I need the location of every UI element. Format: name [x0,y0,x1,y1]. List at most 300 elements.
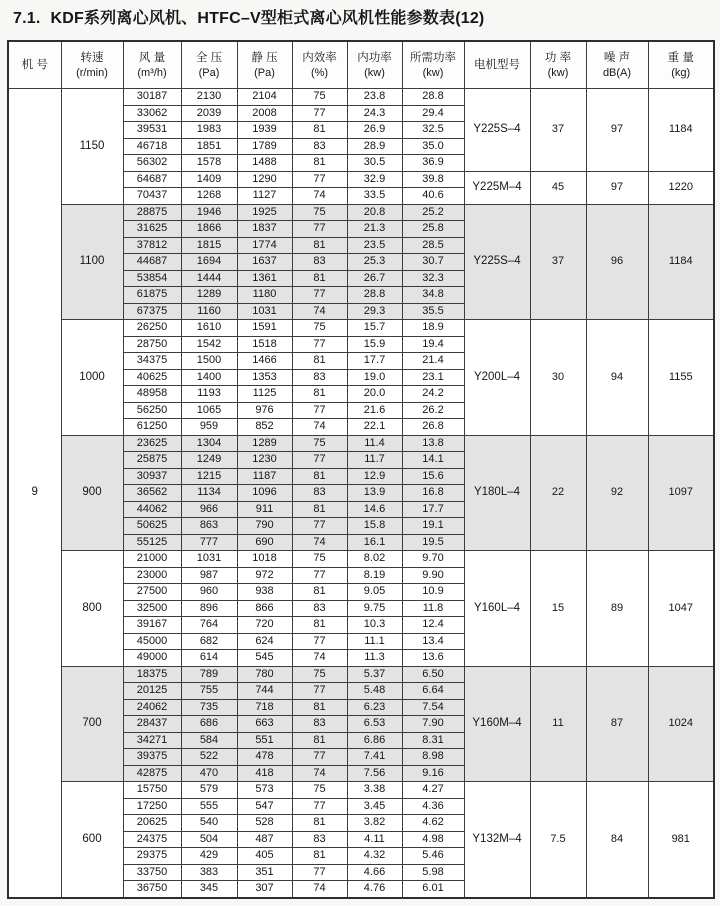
cell-total-pressure: 1134 [181,485,237,502]
cell-airflow: 26250 [123,320,181,337]
cell-internal-power: 6.86 [347,732,402,749]
cell-required-power: 10.9 [402,584,464,601]
table-row [8,551,714,568]
cell-required-power: 36.9 [402,155,464,172]
cell-internal-power: 32.9 [347,171,402,188]
cell-required-power: 7.90 [402,716,464,733]
cell-required-power: 5.46 [402,848,464,865]
cell-total-pressure: 735 [181,699,237,716]
cell-weight: 1155 [648,320,714,436]
cell-internal-power: 7.41 [347,749,402,766]
cell-airflow: 55125 [123,534,181,551]
cell-airflow: 25875 [123,452,181,469]
cell-internal-power: 8.19 [347,567,402,584]
header-label: 噪 声 [603,51,631,64]
cell-required-power: 39.8 [402,171,464,188]
cell-static-pressure: 487 [237,831,292,848]
cell-speed: 600 [61,782,123,898]
cell-internal-power: 6.53 [347,716,402,733]
cell-efficiency: 77 [292,105,347,122]
cell-airflow: 24375 [123,831,181,848]
cell-total-pressure: 429 [181,848,237,865]
cell-airflow: 36750 [123,881,181,898]
cell-efficiency: 83 [292,600,347,617]
cell-efficiency: 77 [292,171,347,188]
cell-efficiency: 81 [292,237,347,254]
cell-motor-power: 30 [530,320,586,436]
cell-static-pressure: 911 [237,501,292,518]
cell-internal-power: 20.8 [347,204,402,221]
cell-total-pressure: 1946 [181,204,237,221]
cell-static-pressure: 1466 [237,353,292,370]
cell-required-power: 26.2 [402,402,464,419]
cell-required-power: 6.50 [402,666,464,683]
header-unit: (Pa) [198,66,220,79]
cell-required-power: 17.7 [402,501,464,518]
cell-total-pressure: 966 [181,501,237,518]
cell-static-pressure: 938 [237,584,292,601]
cell-airflow: 30187 [123,89,181,106]
cell-total-pressure: 682 [181,633,237,650]
cell-weight: 981 [648,782,714,898]
table-row [8,782,714,799]
cell-static-pressure: 1591 [237,320,292,337]
header-unit: (kg) [671,66,691,79]
cell-static-pressure: 663 [237,716,292,733]
cell-airflow: 31625 [123,221,181,238]
cell-required-power: 6.64 [402,683,464,700]
cell-efficiency: 74 [292,650,347,667]
cell-static-pressure: 1125 [237,386,292,403]
cell-required-power: 29.4 [402,105,464,122]
cell-noise: 87 [586,666,648,782]
table-row [8,89,714,106]
cell-internal-power: 5.37 [347,666,402,683]
cell-efficiency: 75 [292,320,347,337]
header-unit: (r/min) [76,66,108,79]
cell-airflow: 56302 [123,155,181,172]
cell-total-pressure: 959 [181,419,237,436]
cell-required-power: 4.98 [402,831,464,848]
cell-required-power: 24.2 [402,386,464,403]
cell-efficiency: 83 [292,369,347,386]
cell-internal-power: 21.3 [347,221,402,238]
cell-internal-power: 4.32 [347,848,402,865]
cell-efficiency: 74 [292,419,347,436]
cell-static-pressure: 780 [237,666,292,683]
cell-required-power: 21.4 [402,353,464,370]
cell-total-pressure: 2130 [181,89,237,106]
cell-static-pressure: 624 [237,633,292,650]
cell-efficiency: 83 [292,831,347,848]
cell-static-pressure: 1361 [237,270,292,287]
cell-machine-no: 9 [8,89,61,898]
cell-required-power: 13.6 [402,650,464,667]
header-unit: (Pa) [254,66,275,79]
cell-internal-power: 6.23 [347,699,402,716]
cell-internal-power: 29.3 [347,303,402,320]
cell-internal-power: 26.9 [347,122,402,139]
cell-airflow: 27500 [123,584,181,601]
header-cell-noise [586,41,648,89]
cell-weight: 1184 [648,204,714,320]
cell-efficiency: 81 [292,501,347,518]
cell-airflow: 18375 [123,666,181,683]
table-row [8,666,714,683]
cell-total-pressure: 1500 [181,353,237,370]
cell-weight: 1220 [648,171,714,204]
cell-static-pressure: 866 [237,600,292,617]
cell-motor-model: Y132M–4 [464,782,530,898]
cell-airflow: 61250 [123,419,181,436]
cell-efficiency: 81 [292,122,347,139]
cell-total-pressure: 1542 [181,336,237,353]
cell-efficiency: 77 [292,221,347,238]
cell-noise: 97 [586,171,648,204]
cell-weight: 1047 [648,551,714,667]
cell-airflow: 32500 [123,600,181,617]
header-label: 功 率 [544,51,572,64]
cell-required-power: 28.5 [402,237,464,254]
cell-airflow: 28437 [123,716,181,733]
cell-efficiency: 74 [292,188,347,205]
cell-static-pressure: 1127 [237,188,292,205]
cell-airflow: 45000 [123,633,181,650]
cell-motor-model: Y200L–4 [464,320,530,436]
cell-static-pressure: 1289 [237,435,292,452]
cell-airflow: 64687 [123,171,181,188]
cell-airflow: 23000 [123,567,181,584]
cell-efficiency: 77 [292,402,347,419]
cell-motor-power: 37 [530,89,586,172]
cell-static-pressure: 1518 [237,336,292,353]
cell-static-pressure: 1789 [237,138,292,155]
cell-motor-model: Y160L–4 [464,551,530,667]
cell-required-power: 18.9 [402,320,464,337]
cell-airflow: 50625 [123,518,181,535]
cell-total-pressure: 345 [181,881,237,898]
cell-static-pressure: 2008 [237,105,292,122]
cell-static-pressure: 790 [237,518,292,535]
cell-static-pressure: 1939 [237,122,292,139]
cell-efficiency: 75 [292,204,347,221]
cell-static-pressure: 1018 [237,551,292,568]
cell-total-pressure: 1304 [181,435,237,452]
cell-airflow: 39375 [123,749,181,766]
page-title [0,0,720,29]
cell-airflow: 20625 [123,815,181,832]
cell-required-power: 8.98 [402,749,464,766]
cell-airflow: 44062 [123,501,181,518]
cell-required-power: 23.1 [402,369,464,386]
cell-static-pressure: 718 [237,699,292,716]
cell-speed: 1150 [61,89,123,205]
cell-airflow: 33750 [123,864,181,881]
cell-airflow: 44687 [123,254,181,271]
header-unit: (kw) [547,66,569,79]
cell-required-power: 40.6 [402,188,464,205]
cell-required-power: 13.8 [402,435,464,452]
header-label: 所需功率 [410,51,456,64]
cell-internal-power: 28.9 [347,138,402,155]
cell-static-pressure: 1353 [237,369,292,386]
cell-internal-power: 11.1 [347,633,402,650]
cell-required-power: 30.7 [402,254,464,271]
cell-airflow: 48958 [123,386,181,403]
cell-required-power: 4.36 [402,798,464,815]
cell-airflow: 39167 [123,617,181,634]
cell-total-pressure: 1694 [181,254,237,271]
cell-static-pressure: 351 [237,864,292,881]
cell-required-power: 4.62 [402,815,464,832]
cell-static-pressure: 405 [237,848,292,865]
cell-internal-power: 8.02 [347,551,402,568]
cell-static-pressure: 1488 [237,155,292,172]
header-label: 静 压 [251,51,278,64]
header-cell-internal-power [347,41,402,89]
cell-total-pressure: 504 [181,831,237,848]
cell-static-pressure: 545 [237,650,292,667]
header-cell-total-pressure [181,41,237,89]
cell-internal-power: 15.8 [347,518,402,535]
cell-airflow: 53854 [123,270,181,287]
cell-internal-power: 19.0 [347,369,402,386]
cell-required-power: 32.5 [402,122,464,139]
cell-total-pressure: 540 [181,815,237,832]
title-section-number: 7.1. [13,10,41,27]
header-unit: (kw) [422,66,444,79]
cell-efficiency: 81 [292,468,347,485]
cell-internal-power: 28.8 [347,287,402,304]
header-cell-machine-no [8,41,61,89]
cell-total-pressure: 584 [181,732,237,749]
cell-required-power: 9.90 [402,567,464,584]
cell-efficiency: 83 [292,138,347,155]
cell-efficiency: 77 [292,683,347,700]
cell-required-power: 19.5 [402,534,464,551]
cell-airflow: 21000 [123,551,181,568]
cell-motor-power: 15 [530,551,586,667]
cell-required-power: 25.8 [402,221,464,238]
cell-static-pressure: 573 [237,782,292,799]
cell-internal-power: 23.8 [347,89,402,106]
cell-internal-power: 3.45 [347,798,402,815]
cell-efficiency: 81 [292,155,347,172]
table-header [8,41,714,89]
cell-airflow: 46718 [123,138,181,155]
cell-airflow: 20125 [123,683,181,700]
cell-total-pressure: 764 [181,617,237,634]
cell-airflow: 39531 [123,122,181,139]
table-row [8,320,714,337]
cell-speed: 1100 [61,204,123,320]
cell-internal-power: 21.6 [347,402,402,419]
cell-efficiency: 77 [292,287,347,304]
cell-static-pressure: 1637 [237,254,292,271]
cell-airflow: 28875 [123,204,181,221]
cell-efficiency: 77 [292,633,347,650]
cell-required-power: 4.27 [402,782,464,799]
header-label: 重 量 [667,51,694,64]
header-cell-weight [648,41,714,89]
cell-internal-power: 11.4 [347,435,402,452]
cell-motor-power: 7.5 [530,782,586,898]
cell-total-pressure: 755 [181,683,237,700]
cell-efficiency: 77 [292,336,347,353]
cell-total-pressure: 522 [181,749,237,766]
cell-internal-power: 17.7 [347,353,402,370]
cell-airflow: 49000 [123,650,181,667]
cell-internal-power: 22.1 [347,419,402,436]
cell-efficiency: 81 [292,353,347,370]
cell-total-pressure: 1409 [181,171,237,188]
cell-airflow: 29375 [123,848,181,865]
cell-total-pressure: 960 [181,584,237,601]
cell-static-pressure: 972 [237,567,292,584]
cell-efficiency: 81 [292,617,347,634]
cell-total-pressure: 1160 [181,303,237,320]
cell-efficiency: 83 [292,485,347,502]
cell-static-pressure: 690 [237,534,292,551]
cell-speed: 900 [61,435,123,551]
header-label: 全 压 [195,51,223,64]
cell-total-pressure: 383 [181,864,237,881]
cell-static-pressure: 1180 [237,287,292,304]
cell-static-pressure: 1774 [237,237,292,254]
cell-total-pressure: 863 [181,518,237,535]
table-row [8,204,714,221]
cell-internal-power: 5.48 [347,683,402,700]
cell-motor-power: 37 [530,204,586,320]
cell-internal-power: 15.9 [347,336,402,353]
cell-static-pressure: 2104 [237,89,292,106]
cell-total-pressure: 1610 [181,320,237,337]
header-cell-efficiency [292,41,347,89]
cell-airflow: 15750 [123,782,181,799]
header-label: 内效率 [302,51,337,64]
cell-total-pressure: 1268 [181,188,237,205]
cell-internal-power: 11.3 [347,650,402,667]
cell-efficiency: 81 [292,815,347,832]
cell-static-pressure: 478 [237,749,292,766]
cell-static-pressure: 418 [237,765,292,782]
cell-internal-power: 30.5 [347,155,402,172]
cell-efficiency: 77 [292,452,347,469]
cell-total-pressure: 1215 [181,468,237,485]
cell-static-pressure: 1031 [237,303,292,320]
cell-motor-power: 22 [530,435,586,551]
cell-internal-power: 12.9 [347,468,402,485]
cell-noise: 97 [586,89,648,172]
cell-total-pressure: 987 [181,567,237,584]
cell-internal-power: 4.66 [347,864,402,881]
cell-efficiency: 81 [292,732,347,749]
cell-efficiency: 77 [292,864,347,881]
cell-noise: 96 [586,204,648,320]
cell-required-power: 7.54 [402,699,464,716]
cell-static-pressure: 852 [237,419,292,436]
cell-total-pressure: 555 [181,798,237,815]
cell-internal-power: 11.7 [347,452,402,469]
header-row [8,41,714,89]
cell-required-power: 28.8 [402,89,464,106]
cell-total-pressure: 1866 [181,221,237,238]
cell-efficiency: 75 [292,782,347,799]
cell-internal-power: 9.75 [347,600,402,617]
cell-motor-model: Y180L–4 [464,435,530,551]
cell-efficiency: 74 [292,303,347,320]
cell-internal-power: 3.38 [347,782,402,799]
cell-efficiency: 74 [292,765,347,782]
cell-internal-power: 25.3 [347,254,402,271]
cell-efficiency: 77 [292,518,347,535]
cell-required-power: 26.8 [402,419,464,436]
cell-airflow: 34375 [123,353,181,370]
cell-required-power: 14.1 [402,452,464,469]
cell-static-pressure: 307 [237,881,292,898]
header-cell-airflow [123,41,181,89]
cell-internal-power: 15.7 [347,320,402,337]
cell-internal-power: 3.82 [347,815,402,832]
cell-internal-power: 4.11 [347,831,402,848]
cell-total-pressure: 1249 [181,452,237,469]
cell-total-pressure: 1031 [181,551,237,568]
cell-airflow: 40625 [123,369,181,386]
cell-internal-power: 7.56 [347,765,402,782]
cell-efficiency: 77 [292,749,347,766]
table-row [8,435,714,452]
cell-total-pressure: 470 [181,765,237,782]
table-body [8,89,714,898]
cell-noise: 94 [586,320,648,436]
cell-internal-power: 9.05 [347,584,402,601]
cell-total-pressure: 2039 [181,105,237,122]
cell-required-power: 8.31 [402,732,464,749]
cell-airflow: 56250 [123,402,181,419]
cell-static-pressure: 551 [237,732,292,749]
cell-efficiency: 83 [292,254,347,271]
cell-total-pressure: 686 [181,716,237,733]
cell-internal-power: 13.9 [347,485,402,502]
cell-efficiency: 81 [292,584,347,601]
cell-airflow: 37812 [123,237,181,254]
cell-total-pressure: 1065 [181,402,237,419]
cell-efficiency: 81 [292,848,347,865]
cell-total-pressure: 1983 [181,122,237,139]
cell-required-power: 6.01 [402,881,464,898]
cell-airflow: 30937 [123,468,181,485]
cell-total-pressure: 614 [181,650,237,667]
cell-required-power: 35.0 [402,138,464,155]
cell-required-power: 12.4 [402,617,464,634]
cell-internal-power: 33.5 [347,188,402,205]
cell-airflow: 28750 [123,336,181,353]
header-cell-motor-model [464,41,530,89]
cell-internal-power: 4.76 [347,881,402,898]
cell-total-pressure: 579 [181,782,237,799]
cell-motor-model: Y225S–4 [464,89,530,172]
cell-airflow: 36562 [123,485,181,502]
cell-static-pressure: 1096 [237,485,292,502]
cell-required-power: 25.2 [402,204,464,221]
cell-required-power: 5.98 [402,864,464,881]
cell-motor-model: Y225S–4 [464,204,530,320]
cell-efficiency: 77 [292,798,347,815]
header-unit: dB(A) [602,66,632,79]
cell-static-pressure: 1230 [237,452,292,469]
cell-required-power: 34.8 [402,287,464,304]
cell-motor-model: Y160M–4 [464,666,530,782]
